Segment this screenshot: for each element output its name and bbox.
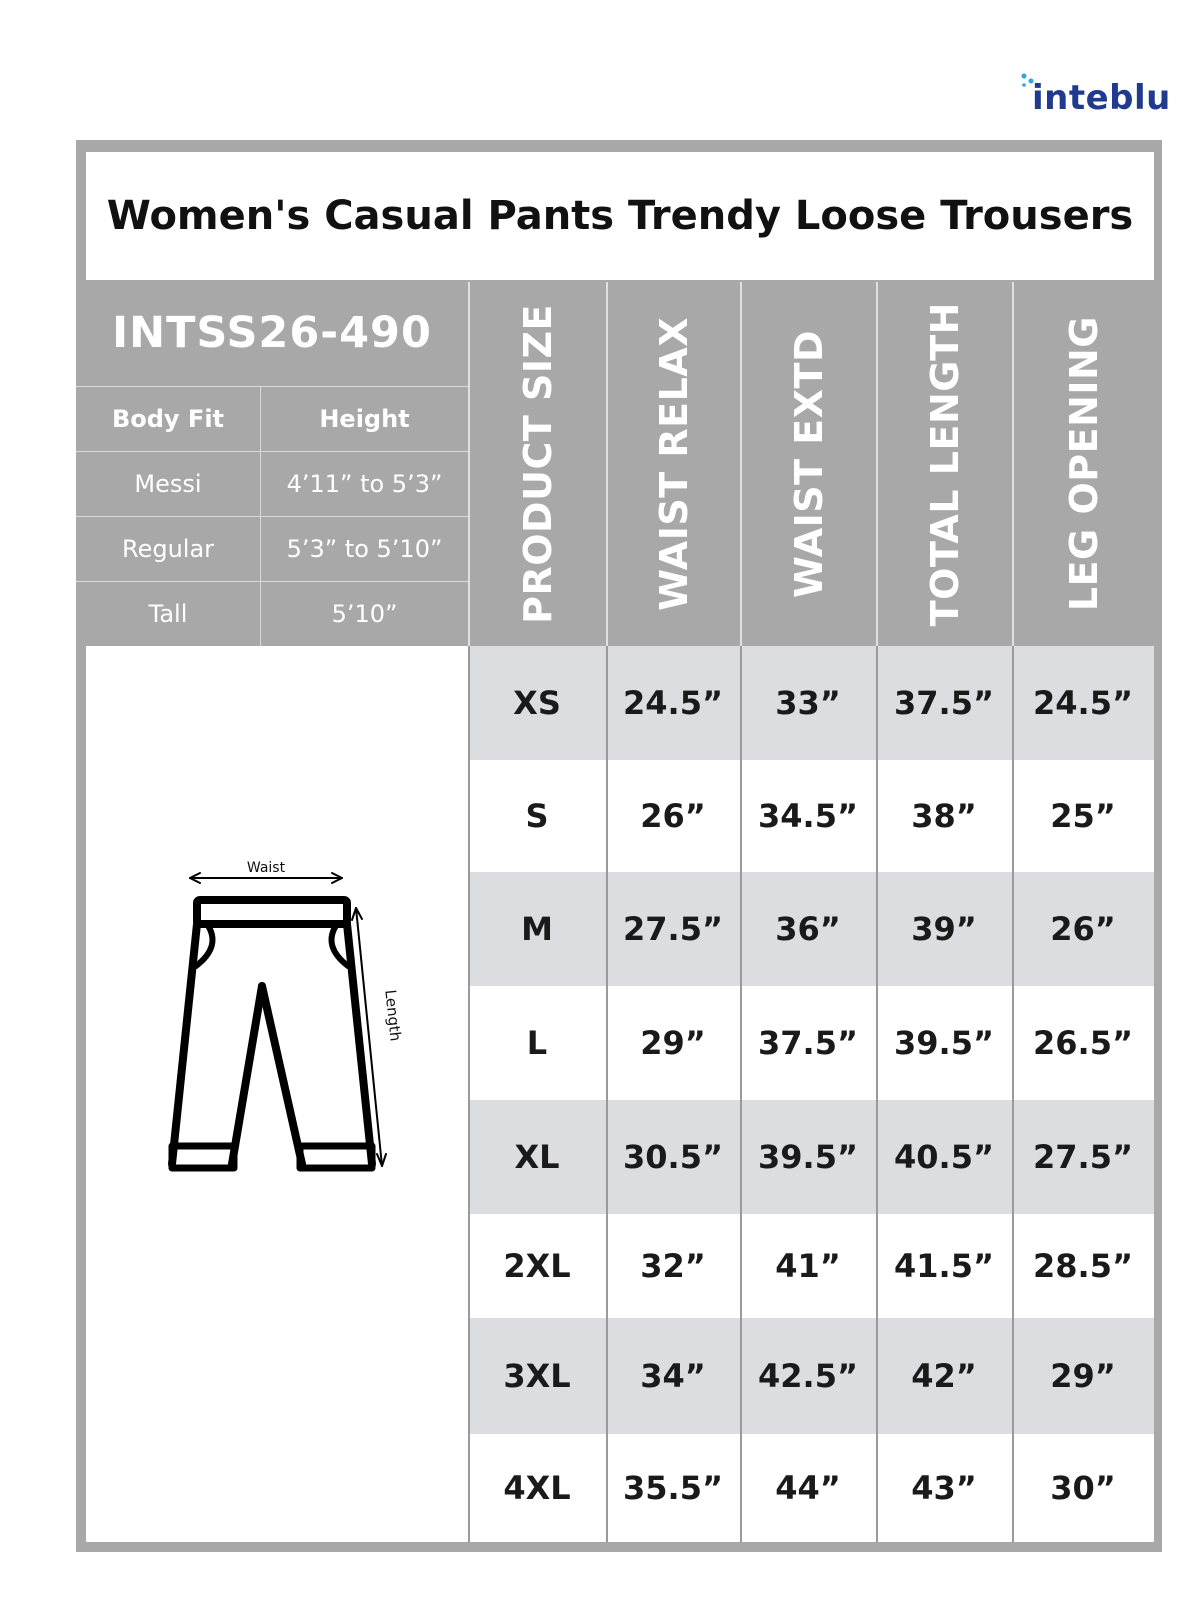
leg-opening-cell: 26.5” bbox=[1033, 1024, 1133, 1062]
total-length-cell: 41.5” bbox=[894, 1247, 994, 1285]
col-header-waist-relax bbox=[608, 282, 740, 646]
table-row bbox=[468, 872, 1154, 986]
leg-opening-cell: 25” bbox=[1050, 797, 1116, 835]
total-length-cell: 43” bbox=[911, 1469, 977, 1507]
total-length-cell: 40.5” bbox=[894, 1138, 994, 1176]
pants-illustration-panel bbox=[86, 646, 468, 1542]
fit-height: 5’10” bbox=[331, 600, 398, 628]
table-row bbox=[468, 646, 1154, 760]
total-length-cell: 39.5” bbox=[894, 1024, 994, 1062]
size-cell: M bbox=[521, 910, 553, 948]
grid-divider bbox=[876, 646, 878, 1542]
fit-row bbox=[76, 581, 468, 646]
table-row bbox=[468, 986, 1154, 1100]
col-header-product-size bbox=[470, 282, 606, 646]
length-label: Length bbox=[381, 988, 405, 1043]
waist-relax-cell: 32” bbox=[640, 1247, 706, 1285]
waist-relax-cell: 26” bbox=[640, 797, 706, 835]
col-header-leg-opening bbox=[1014, 282, 1154, 646]
brand-name: inteblu bbox=[1032, 78, 1171, 118]
col-header-label: LEG OPENING bbox=[1062, 316, 1106, 612]
waist-relax-cell: 29” bbox=[640, 1024, 706, 1062]
total-length-cell: 42” bbox=[911, 1357, 977, 1395]
grid-divider bbox=[1012, 646, 1014, 1542]
waist-relax-cell: 27.5” bbox=[623, 910, 723, 948]
leg-opening-cell: 27.5” bbox=[1033, 1138, 1133, 1176]
leg-opening-cell: 28.5” bbox=[1033, 1247, 1133, 1285]
grid-divider bbox=[740, 646, 742, 1542]
fit-height: 5’3” to 5’10” bbox=[286, 535, 443, 563]
page-title: Women's Casual Pants Trendy Loose Trousers bbox=[106, 193, 1134, 239]
size-cell: XL bbox=[514, 1138, 560, 1176]
waist-relax-cell: 34” bbox=[640, 1357, 706, 1395]
waist-extd-cell: 36” bbox=[775, 910, 841, 948]
brand-logo bbox=[1020, 72, 1190, 122]
grid-divider bbox=[468, 646, 470, 1542]
total-length-cell: 39” bbox=[911, 910, 977, 948]
size-cell: 3XL bbox=[503, 1357, 571, 1395]
leg-opening-cell: 29” bbox=[1050, 1357, 1116, 1395]
title-panel bbox=[86, 152, 1154, 280]
leg-opening-cell: 30” bbox=[1050, 1469, 1116, 1507]
table-row bbox=[468, 1100, 1154, 1214]
table-row bbox=[468, 1434, 1154, 1542]
col-header-label: TOTAL LENGTH bbox=[923, 301, 967, 627]
fit-header-height: Height bbox=[319, 405, 410, 433]
sku-code: INTSS26-490 bbox=[112, 308, 432, 358]
total-length-cell: 37.5” bbox=[894, 684, 994, 722]
waist-relax-cell: 30.5” bbox=[623, 1138, 723, 1176]
total-length-cell: 38” bbox=[911, 797, 977, 835]
waist-relax-cell: 35.5” bbox=[623, 1469, 723, 1507]
fit-row bbox=[76, 451, 468, 516]
pants-icon bbox=[86, 646, 468, 1542]
table-row bbox=[468, 1318, 1154, 1434]
col-header-waist-extd bbox=[742, 282, 876, 646]
size-cell: 2XL bbox=[503, 1247, 571, 1285]
waist-extd-cell: 33” bbox=[775, 684, 841, 722]
fit-height: 4’11” to 5’3” bbox=[286, 470, 443, 498]
body-fit-table bbox=[76, 386, 468, 646]
table-row bbox=[468, 760, 1154, 872]
waist-relax-cell: 24.5” bbox=[623, 684, 723, 722]
leg-opening-cell: 24.5” bbox=[1033, 684, 1133, 722]
size-table bbox=[468, 646, 1154, 1542]
table-row bbox=[468, 1214, 1154, 1318]
waist-extd-cell: 42.5” bbox=[758, 1357, 858, 1395]
fit-table-header bbox=[76, 386, 468, 451]
waist-extd-cell: 44” bbox=[775, 1469, 841, 1507]
fit-name: Tall bbox=[76, 582, 261, 646]
size-cell: XS bbox=[513, 684, 561, 722]
col-header-total-length bbox=[878, 282, 1012, 646]
waist-extd-cell: 37.5” bbox=[758, 1024, 858, 1062]
size-cell: 4XL bbox=[503, 1469, 571, 1507]
fit-row bbox=[76, 516, 468, 581]
col-header-label: WAIST RELAX bbox=[652, 317, 696, 611]
size-cell: S bbox=[525, 797, 549, 835]
grid-divider bbox=[606, 646, 608, 1542]
waist-extd-cell: 41” bbox=[775, 1247, 841, 1285]
fit-header-body-fit: Body Fit bbox=[76, 387, 261, 451]
fit-name: Messi bbox=[76, 452, 261, 516]
waist-extd-cell: 39.5” bbox=[758, 1138, 858, 1176]
size-cell: L bbox=[526, 1024, 548, 1062]
leg-opening-cell: 26” bbox=[1050, 910, 1116, 948]
fit-name: Regular bbox=[76, 517, 261, 581]
col-header-label: PRODUCT SIZE bbox=[516, 304, 560, 624]
waist-label: Waist bbox=[246, 860, 286, 876]
col-header-label: WAIST EXTD bbox=[787, 330, 831, 598]
waist-extd-cell: 34.5” bbox=[758, 797, 858, 835]
